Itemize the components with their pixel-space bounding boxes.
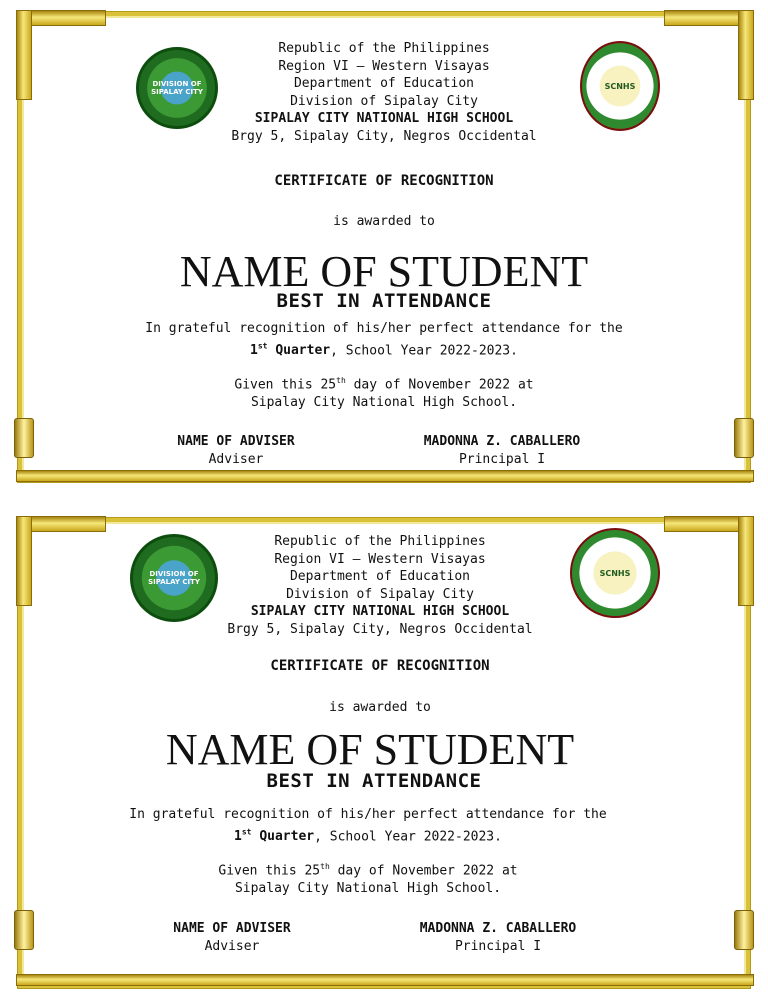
- given-date: day of November 2022 at: [345, 377, 534, 393]
- given-date: day of November 2022 at: [329, 863, 518, 879]
- given-suffix: th: [320, 862, 330, 871]
- given-text: [0, 858, 752, 898]
- adviser-role: Adviser: [208, 452, 264, 467]
- school-seal-text: SCNHS: [604, 81, 636, 91]
- header-block: [0, 533, 764, 639]
- frame-ornament: [734, 418, 754, 458]
- header-line: Republic of the Philippines: [274, 534, 486, 549]
- header-line: Republic of the Philippines: [278, 41, 490, 56]
- frame-ornament: [14, 418, 34, 458]
- adviser-name: NAME OF ADVISER: [173, 921, 291, 936]
- quarter-suffix: st: [257, 342, 268, 351]
- school-name: SIPALAY CITY NATIONAL HIGH SCHOOL: [250, 604, 510, 620]
- quarter-number: 1: [234, 829, 242, 845]
- recognition-line: In grateful recognition of his/her perfect attendance for the: [145, 321, 623, 336]
- student-name: NAME OF STUDENT: [179, 247, 589, 296]
- quarter-line: [0, 824, 752, 846]
- adviser-signature: [106, 433, 366, 469]
- frame-ornament: [14, 910, 34, 950]
- award-title: BEST IN ATTENDANCE: [276, 290, 492, 312]
- quarter-line: [0, 338, 768, 360]
- recognition-text: [0, 806, 752, 846]
- division-seal-text: DIVISION OF SIPALAY CITY: [148, 570, 200, 586]
- principal-name: MADONNA Z. CABALLERO: [419, 921, 577, 936]
- recognition-text: [0, 320, 768, 360]
- given-prefix: Given this 25: [218, 863, 321, 879]
- award-title: BEST IN ATTENDANCE: [266, 770, 482, 792]
- certificate-1: [0, 0, 768, 488]
- header-line: Department of Education: [289, 569, 470, 585]
- school-year: , School Year 2022-2023.: [314, 829, 502, 845]
- header-block: [0, 40, 768, 146]
- quarter-word: Quarter: [259, 829, 315, 845]
- adviser-name: NAME OF ADVISER: [177, 434, 295, 449]
- adviser-role: Adviser: [204, 939, 260, 954]
- given-suffix: th: [336, 376, 346, 385]
- given-line: [0, 858, 752, 880]
- student-name: NAME OF STUDENT: [165, 725, 575, 774]
- principal-role: Principal I: [458, 452, 546, 467]
- quarter-word: Quarter: [275, 343, 331, 359]
- principal-signature: [368, 920, 628, 956]
- given-place: Sipalay City National High School.: [234, 881, 502, 897]
- quarter-suffix: st: [241, 828, 252, 837]
- header-line: Region VI – Western Visayas: [278, 58, 490, 74]
- given-text: [0, 372, 768, 412]
- given-prefix: Given this 25: [234, 377, 337, 393]
- principal-name: MADONNA Z. CABALLERO: [423, 434, 581, 449]
- school-seal-text: SCNHS: [599, 568, 631, 578]
- adviser-signature: [102, 920, 362, 956]
- header-line: Division of Sipalay City: [286, 586, 474, 602]
- quarter-number: 1: [250, 343, 258, 359]
- header-line: Division of Sipalay City: [290, 93, 478, 109]
- certificate-2: [0, 506, 768, 994]
- awarded-to-text: is awarded to: [333, 214, 435, 229]
- frame-bottom-bar: [16, 974, 754, 986]
- school-name: SIPALAY CITY NATIONAL HIGH SCHOOL: [254, 111, 514, 127]
- principal-signature: [372, 433, 632, 469]
- awarded-to-text: is awarded to: [329, 700, 431, 715]
- certificate-title: CERTIFICATE OF RECOGNITION: [270, 658, 490, 674]
- header-line: Region VI – Western Visayas: [274, 551, 486, 567]
- division-seal-text: DIVISION OF SIPALAY CITY: [151, 80, 203, 96]
- recognition-line: In grateful recognition of his/her perfect attendance for the: [129, 807, 607, 822]
- school-year: , School Year 2022-2023.: [330, 343, 518, 359]
- given-line: [0, 372, 768, 394]
- given-place: Sipalay City National High School.: [250, 395, 518, 411]
- principal-role: Principal I: [454, 939, 542, 954]
- certificate-title: CERTIFICATE OF RECOGNITION: [274, 173, 494, 189]
- school-address: Brgy 5, Sipalay City, Negros Occidental: [227, 621, 533, 637]
- school-address: Brgy 5, Sipalay City, Negros Occidental: [231, 128, 537, 144]
- frame-ornament: [734, 910, 754, 950]
- header-line: Department of Education: [293, 76, 474, 92]
- frame-bottom-bar: [16, 470, 754, 482]
